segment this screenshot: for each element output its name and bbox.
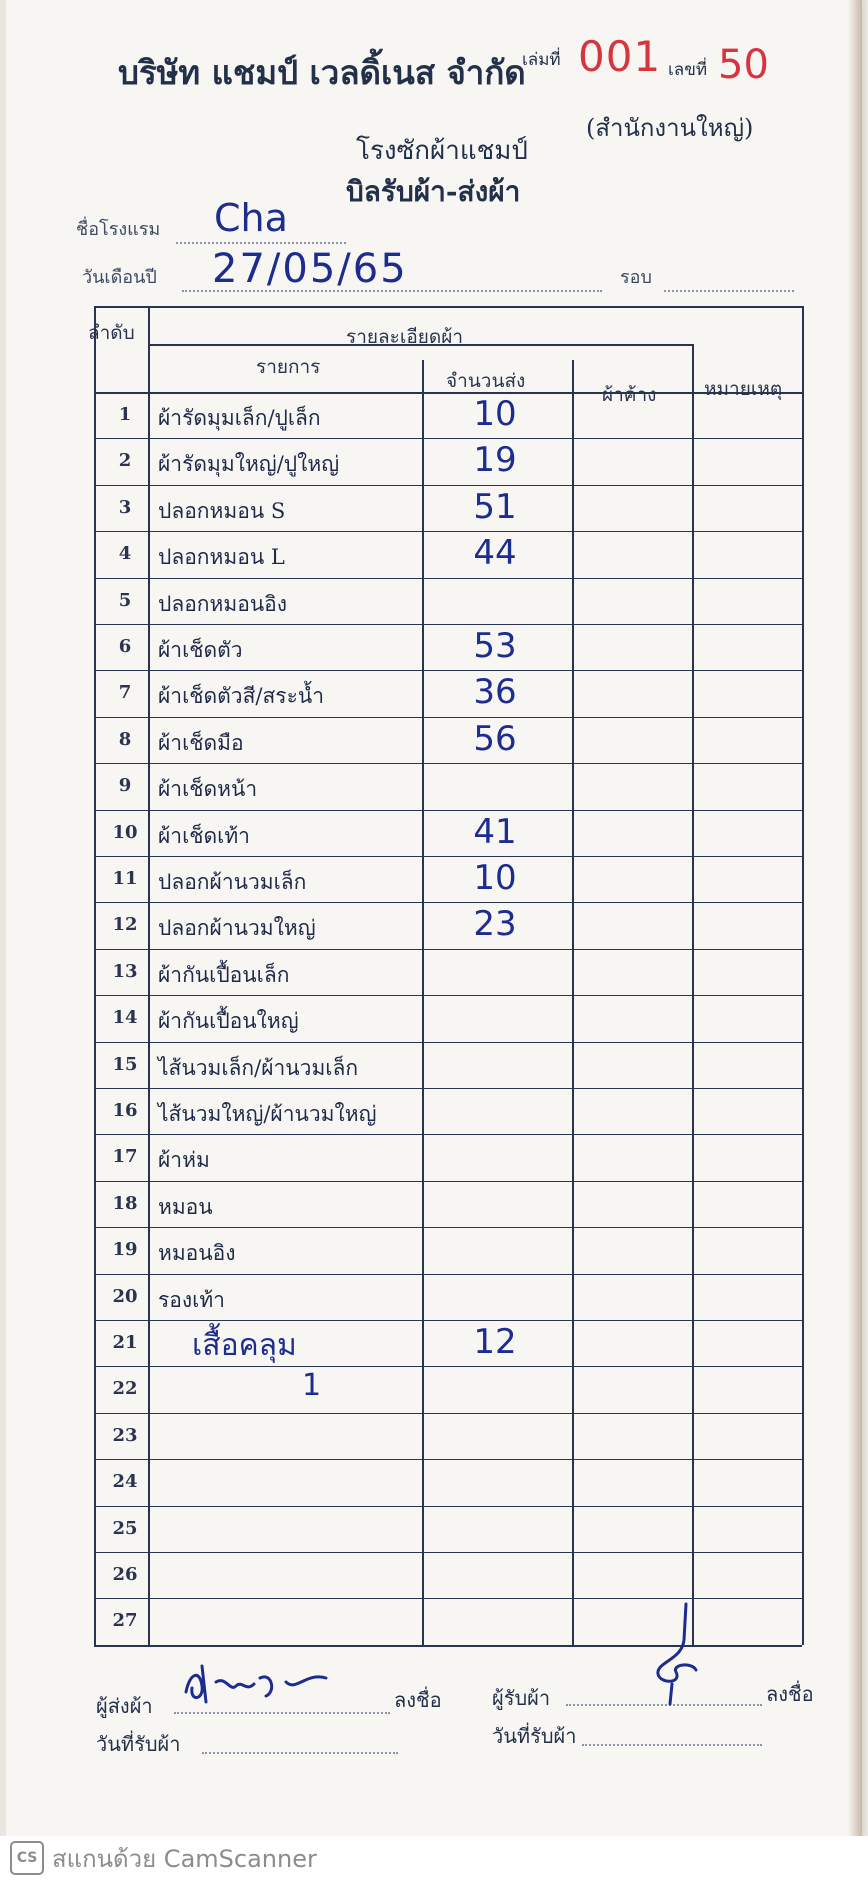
item-name: ผ้ากันเปื้อนเล็ก xyxy=(158,962,290,987)
header-pending: ผ้าค้าง xyxy=(602,384,657,406)
sender-label: ผู้ส่งผ้า xyxy=(96,1694,153,1718)
row-number: 27 xyxy=(112,1610,138,1632)
camscanner-text: สแกนด้วย CamScanner xyxy=(52,1844,317,1873)
row-number: 15 xyxy=(112,1053,138,1075)
row-number: 18 xyxy=(112,1192,138,1214)
row-divider xyxy=(94,670,802,671)
item-name: ปลอกหมอน S xyxy=(158,498,286,523)
sender-date-label: วันที่รับผ้า xyxy=(96,1732,181,1756)
date-value: 27/05/65 xyxy=(212,246,408,292)
row-divider xyxy=(94,1088,802,1089)
item-name: ผ้ากันเปื้อนใหญ่ xyxy=(158,1009,299,1034)
item-name: หมอน xyxy=(158,1194,213,1219)
item-name: ปลอกผ้านวมใหญ่ xyxy=(158,916,316,941)
row-number: 17 xyxy=(112,1146,138,1168)
item-name: ผ้าเช็ดตัวสี/สระน้ำ xyxy=(158,684,325,709)
row-divider xyxy=(94,1506,802,1507)
row-divider xyxy=(94,485,802,486)
number-label: เลขที่ xyxy=(668,60,708,80)
sent-quantity: 56 xyxy=(473,718,517,759)
item-name: ปลอกผ้านวมเล็ก xyxy=(158,870,307,894)
sent-quantity: 10 xyxy=(473,858,517,898)
row-number: 1 xyxy=(118,404,132,425)
sent-quantity: 10 xyxy=(473,394,517,434)
sent-quantity: 12 xyxy=(473,1322,517,1362)
table-top-border xyxy=(94,306,802,308)
sent-quantity: 51 xyxy=(473,486,517,527)
book-label: เล่มที่ xyxy=(522,50,561,70)
row-divider xyxy=(94,1552,802,1553)
row-divider xyxy=(94,1227,802,1228)
sent-quantity: 44 xyxy=(473,533,517,574)
column-divider-pending xyxy=(572,360,574,1645)
camscanner-logo-icon: CS xyxy=(10,1841,44,1875)
row-number: 14 xyxy=(112,1007,138,1029)
item-name: ไส้นวมใหญ่/ผ้านวมใหญ่ xyxy=(158,1102,377,1126)
row-divider xyxy=(94,578,802,579)
row-divider xyxy=(94,531,802,532)
row-divider xyxy=(94,995,802,996)
receiver-signature xyxy=(636,1600,716,1710)
row-divider xyxy=(94,856,802,857)
row-divider xyxy=(94,1134,802,1135)
row-number: 22 xyxy=(112,1378,138,1400)
sent-quantity: 36 xyxy=(473,672,517,713)
item-name: 1 xyxy=(302,1368,322,1404)
table-right-border xyxy=(802,306,804,1645)
number-value: 50 xyxy=(718,42,769,88)
row-number: 9 xyxy=(118,775,132,797)
row-number: 2 xyxy=(118,450,132,472)
item-name: รองเท้า xyxy=(158,1287,225,1312)
receiver-date-label: วันที่รับผ้า xyxy=(492,1724,577,1748)
row-divider xyxy=(94,438,802,439)
row-divider xyxy=(94,810,802,811)
row-divider xyxy=(94,1274,802,1275)
company-branch: (สำนักงานใหญ่) xyxy=(586,114,754,142)
item-name: เสื้อคลุม xyxy=(192,1328,297,1363)
row-number: 10 xyxy=(112,821,138,843)
receiver-label: ผู้รับผ้า xyxy=(492,1686,551,1710)
bill-title: บิลรับผ้า-ส่งผ้า xyxy=(346,175,521,208)
row-divider xyxy=(94,1320,802,1321)
sent-quantity: 41 xyxy=(473,811,517,852)
round-label: รอบ xyxy=(620,267,652,288)
factory-name: โรงซักผ้าแชมป์ xyxy=(356,136,528,166)
date-label: วันเดือนปี xyxy=(82,267,157,288)
row-number: 11 xyxy=(112,868,138,889)
company-name: บริษัท แชมป์ เวลดิ้เนส จำกัด xyxy=(118,53,526,92)
row-divider xyxy=(94,763,802,764)
paper-edge-shadow xyxy=(848,0,862,1836)
receiver-sign-label: ลงชื่อ xyxy=(766,1682,814,1706)
book-number: 001 xyxy=(578,32,662,81)
item-name: ผ้าเช็ดหน้า xyxy=(158,777,258,802)
row-number: 24 xyxy=(112,1471,138,1493)
row-number: 21 xyxy=(112,1332,138,1353)
row-number: 3 xyxy=(118,496,132,518)
row-number: 19 xyxy=(112,1239,138,1261)
item-name: ผ้าห่ม xyxy=(158,1148,210,1173)
camscanner-watermark xyxy=(10,1840,317,1876)
item-name: ปลอกหมอน L xyxy=(158,545,285,570)
row-divider xyxy=(94,1181,802,1182)
row-divider xyxy=(94,902,802,903)
hotel-label: ชื่อโรงแรม xyxy=(76,219,161,240)
bill-paper xyxy=(6,0,862,1836)
item-name: ไส้นวมเล็ก/ผ้านวมเล็ก xyxy=(158,1055,359,1080)
row-divider xyxy=(94,1042,802,1043)
row-number: 7 xyxy=(118,682,132,704)
header-note: หมายเหตุ xyxy=(704,378,783,400)
row-divider xyxy=(94,624,802,625)
sender-signature xyxy=(176,1652,366,1712)
row-number: 23 xyxy=(112,1424,138,1446)
row-number: 6 xyxy=(118,636,132,657)
row-divider xyxy=(94,717,802,718)
item-name: ผ้าเช็ดตัว xyxy=(158,638,243,662)
header-laundry-details: รายละเอียดผ้า xyxy=(346,326,464,348)
row-divider xyxy=(94,1459,802,1460)
row-number: 25 xyxy=(112,1517,138,1539)
row-number: 5 xyxy=(118,589,132,611)
row-divider xyxy=(94,1413,802,1414)
row-number: 20 xyxy=(112,1285,138,1307)
row-number: 4 xyxy=(118,543,132,565)
sender-sign-label: ลงชื่อ xyxy=(394,1688,442,1712)
item-name: ผ้าเช็ดเท้า xyxy=(158,823,250,848)
item-name: ผ้าเช็ดมือ xyxy=(158,730,244,755)
item-name: หมอนอิง xyxy=(158,1241,236,1266)
item-name: ผ้ารัดมุมใหญ่/ปูใหญ่ xyxy=(158,452,340,477)
header-row-number: ลำดับ xyxy=(88,322,135,344)
header-sent: จำนวนส่ง xyxy=(446,370,526,392)
header-item: รายการ xyxy=(256,356,321,378)
sent-quantity: 19 xyxy=(473,440,517,481)
row-number: 16 xyxy=(112,1100,138,1121)
sent-quantity: 53 xyxy=(473,626,517,666)
row-number: 13 xyxy=(112,960,138,982)
row-number: 8 xyxy=(118,728,132,750)
item-name: ปลอกหมอนอิง xyxy=(158,591,288,616)
item-name: ผ้ารัดมุมเล็ก/ปูเล็ก xyxy=(158,406,321,430)
hotel-value: Cha xyxy=(214,196,288,240)
row-divider xyxy=(94,949,802,950)
sent-quantity: 23 xyxy=(473,904,517,945)
row-number: 12 xyxy=(112,914,138,936)
row-number: 26 xyxy=(112,1564,138,1585)
